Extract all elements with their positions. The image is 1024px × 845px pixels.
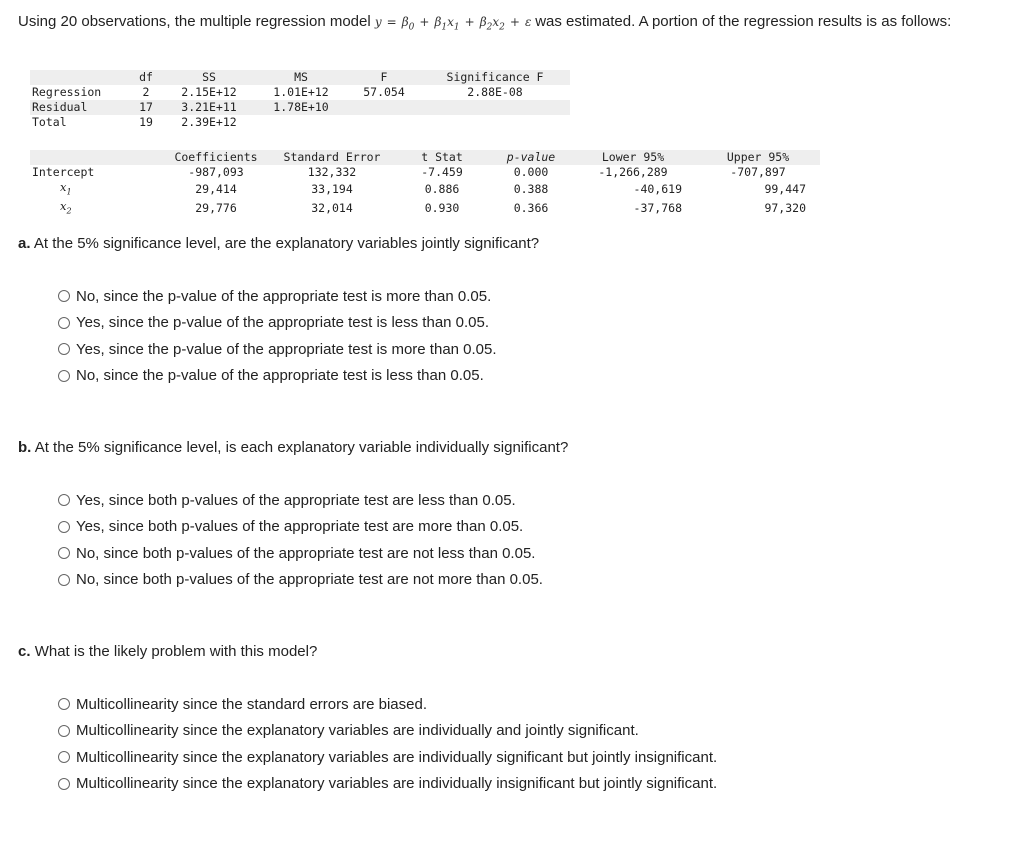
radio-button[interactable] — [58, 725, 70, 737]
coef-cell: -707,897 — [730, 165, 786, 179]
question-a-text: At the 5% significance level, are the explanatory variables jointly significant? — [33, 235, 540, 252]
anova-cell: 19 — [139, 115, 153, 129]
anova-cell — [420, 115, 570, 130]
answer-option[interactable] — [58, 771, 717, 798]
anova-row — [30, 100, 570, 115]
coef-row-label — [30, 180, 160, 199]
anova-row — [30, 115, 570, 130]
answer-option[interactable] — [58, 310, 497, 337]
option-label: Yes, since both p-values of the appropriate test are less than 0.05. — [76, 491, 516, 509]
coef-cell: 29,776 — [195, 201, 237, 216]
intro-text-after: was estimated. A portion of the regression results is as follows: — [535, 13, 952, 30]
coef-cell: -40,619 — [633, 182, 682, 197]
coef-header-cell: p-value — [492, 150, 570, 165]
coef-cell: 32,014 — [311, 201, 353, 216]
question-b — [18, 439, 568, 456]
radio-button[interactable] — [58, 698, 70, 710]
coef-row — [30, 180, 820, 199]
anova-cell: Regression — [32, 85, 102, 99]
answer-option[interactable] — [58, 336, 497, 363]
eq-plus: + — [464, 15, 475, 29]
anova-header-cell: SS — [164, 70, 254, 85]
answer-option[interactable] — [58, 744, 717, 771]
coef-cell: 132,332 — [307, 165, 357, 179]
anova-cell — [254, 115, 348, 130]
eq-beta0: β — [401, 15, 409, 29]
anova-table — [30, 70, 570, 130]
eq-beta1-sub: 1 — [441, 22, 448, 33]
coef-cell: -37,768 — [633, 201, 682, 216]
option-label: Multicollinearity since the explanatory variables are individually significant but jointly insignificant. — [76, 748, 718, 766]
eq-epsilon: ε — [524, 15, 532, 29]
coef-header-row — [30, 150, 820, 165]
eq-x2-sub: 2 — [499, 22, 505, 33]
anova-cell: Residual — [30, 100, 128, 115]
anova-header-row — [30, 70, 570, 85]
question-a-options — [58, 283, 497, 389]
question-b-text: At the 5% significance level, is each explanatory variable individually significant? — [34, 439, 569, 456]
coef-header-cell — [30, 150, 160, 165]
question-a-label: a. — [18, 235, 31, 252]
eq-y: y — [374, 15, 382, 29]
answer-option[interactable] — [58, 283, 497, 310]
anova-header-cell: Significance F — [420, 70, 570, 85]
radio-button[interactable] — [58, 370, 70, 382]
coefficients-table — [30, 150, 820, 219]
coef-cell: 0.886 — [424, 182, 460, 197]
coef-header-cell: Lower 95% — [570, 150, 696, 165]
option-label: Multicollinearity since the standard errors are biased. — [76, 695, 427, 713]
anova-cell: 2 — [142, 85, 150, 99]
option-label: No, since both p-values of the appropriate test are not more than 0.05. — [76, 571, 543, 589]
anova-cell — [348, 100, 420, 115]
option-label: Yes, since both p-values of the appropriate test are more than 0.05. — [76, 518, 524, 536]
coef-header-cell: t Stat — [392, 150, 492, 165]
option-label: No, since both p-values of the appropriate test are not less than 0.05. — [76, 544, 536, 562]
question-b-options — [58, 487, 543, 593]
option-label: No, since the p-value of the appropriate test is more than 0.05. — [76, 287, 492, 305]
coef-cell: 97,320 — [764, 201, 806, 216]
eq-beta1: β — [434, 15, 442, 29]
coef-cell: -1,266,289 — [598, 165, 668, 179]
coef-header-cell: Standard Error — [272, 150, 392, 165]
coef-cell: 0.930 — [424, 201, 460, 216]
eq-x1: x — [447, 15, 454, 29]
anova-cell: 2.15E+12 — [181, 85, 237, 99]
radio-button[interactable] — [58, 521, 70, 533]
question-c-options — [58, 691, 717, 797]
eq-beta2: β — [479, 15, 487, 29]
anova-header-cell — [30, 70, 128, 85]
coef-header-cell: Coefficients — [160, 150, 272, 165]
radio-button[interactable] — [58, 494, 70, 506]
radio-button[interactable] — [58, 290, 70, 302]
option-label: Multicollinearity since the explanatory variables are individually and jointly significant. — [76, 722, 639, 740]
eq-plus: + — [419, 15, 430, 29]
coef-cell: 99,447 — [764, 182, 806, 197]
question-a — [18, 235, 539, 252]
intro-text-before: Using 20 observations, the multiple regression model — [18, 13, 371, 30]
anova-header-cell: F — [348, 70, 420, 85]
answer-option[interactable] — [58, 363, 497, 390]
anova-cell: 17 — [128, 100, 164, 115]
option-label: Multicollinearity since the explanatory variables are individually insignificant but jointly significant. — [76, 775, 718, 793]
regression-equation — [374, 15, 535, 33]
answer-option[interactable] — [58, 487, 543, 514]
eq-x1-sub: 1 — [453, 22, 460, 33]
option-label: Yes, since the p-value of the appropriate test is more than 0.05. — [76, 340, 497, 358]
question-c — [18, 643, 317, 660]
coef-cell: 0.388 — [513, 182, 549, 197]
anova-cell: 3.21E+11 — [164, 100, 254, 115]
question-c-text: What is the likely problem with this model? — [34, 643, 318, 660]
anova-cell — [348, 115, 420, 130]
anova-header-cell: df — [128, 70, 164, 85]
answer-option[interactable] — [58, 718, 717, 745]
eq-beta2-sub: 2 — [486, 22, 493, 33]
coef-row — [30, 199, 820, 218]
var-sub: 1 — [66, 187, 72, 197]
radio-button[interactable] — [58, 778, 70, 790]
anova-row — [30, 85, 570, 100]
anova-header-cell: MS — [254, 70, 348, 85]
radio-button[interactable] — [58, 751, 70, 763]
question-c-label: c. — [18, 643, 31, 660]
radio-button[interactable] — [58, 574, 70, 586]
coef-row-label — [30, 199, 160, 218]
var-sub: 2 — [66, 206, 72, 216]
coef-cell: 0.000 — [513, 165, 549, 179]
eq-x2: x — [492, 15, 500, 29]
coef-row — [30, 165, 820, 180]
anova-cell — [420, 100, 570, 115]
anova-cell: 1.78E+10 — [254, 100, 348, 115]
var-x: x — [60, 199, 67, 214]
eq-beta0-sub: 0 — [408, 22, 415, 33]
answer-option[interactable] — [58, 691, 717, 718]
coef-cell: 29,414 — [195, 182, 237, 197]
option-label: No, since the p-value of the appropriate test is less than 0.05. — [76, 367, 484, 385]
problem-intro — [18, 12, 1003, 37]
anova-cell: Total — [32, 115, 67, 129]
radio-button[interactable] — [58, 343, 70, 355]
coef-header-cell: Upper 95% — [696, 150, 820, 165]
radio-button[interactable] — [58, 317, 70, 329]
answer-option[interactable] — [58, 567, 543, 594]
option-label: Yes, since the p-value of the appropriate test is less than 0.05. — [76, 314, 490, 332]
coef-cell: 33,194 — [311, 182, 353, 197]
coef-cell: 0.366 — [513, 201, 549, 216]
eq-equals: = — [386, 15, 397, 29]
answer-option[interactable] — [58, 540, 543, 567]
coef-cell: -987,093 — [188, 165, 244, 179]
radio-button[interactable] — [58, 547, 70, 559]
coef-cell: -7.459 — [421, 165, 463, 179]
anova-cell: 2.88E-08 — [467, 85, 523, 99]
anova-cell: 1.01E+12 — [273, 85, 329, 99]
answer-option[interactable] — [58, 514, 543, 541]
eq-plus: + — [509, 15, 520, 29]
var-x: x — [60, 180, 67, 194]
anova-cell: 2.39E+12 — [181, 115, 237, 129]
question-b-label: b. — [18, 439, 32, 456]
anova-cell: 57.054 — [363, 85, 405, 99]
coef-row-label: Intercept — [32, 165, 95, 179]
